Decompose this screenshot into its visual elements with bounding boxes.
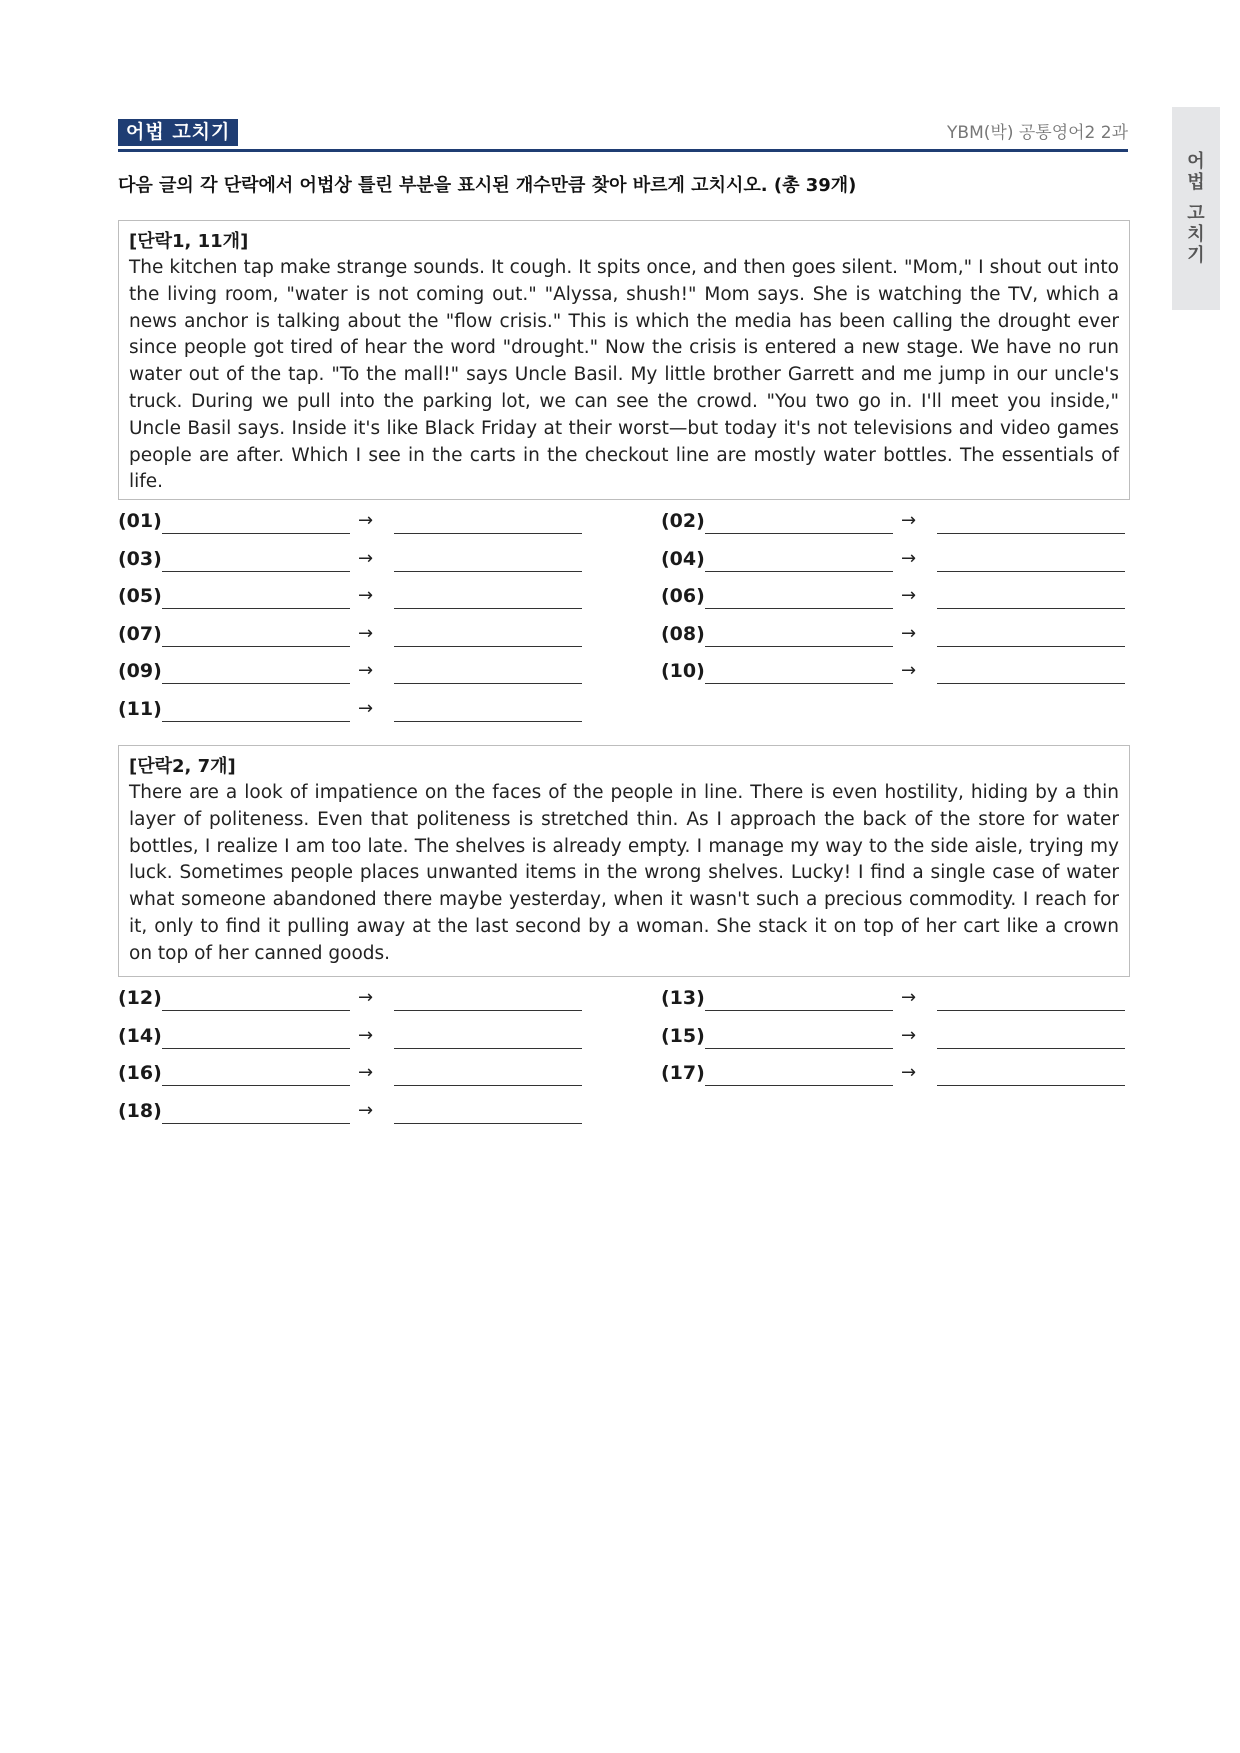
wrong-word-blank[interactable] bbox=[705, 683, 893, 684]
passage-text: There are a look of impatience on the faces of the people in line. There is even hostility, hiding by a thin layer of politeness. Even that politeness is stretched thin. As I approach the back of the store for water bottles, I realize I am too late. The shelves is already empty. I manage my way to the side aisle, trying my luck. Sometimes people places unwanted items in the wrong shelves. Lucky! I find a single case of water what someone abandoned there maybe yesterday, when it wasn't such a precious commodity. I reach for it, only to find it pulling away at the last second by a woman. She stack it on top of her cart like a crown on top of her canned goods. bbox=[129, 782, 1119, 964]
wrong-word-blank[interactable] bbox=[705, 533, 893, 534]
side-tab-char: 치 bbox=[1187, 224, 1205, 245]
arrow-icon: → bbox=[901, 987, 917, 1008]
passage-title: [단락2, 7개] bbox=[129, 756, 236, 777]
answer-number: (14) bbox=[118, 1024, 162, 1047]
wrong-word-blank[interactable] bbox=[705, 571, 893, 572]
answer-row bbox=[661, 582, 1131, 612]
answer-number: (07) bbox=[118, 622, 162, 645]
correction-blank[interactable] bbox=[394, 683, 582, 684]
wrong-word-blank[interactable] bbox=[162, 646, 350, 647]
answer-row bbox=[118, 1059, 588, 1089]
wrong-word-blank[interactable] bbox=[705, 608, 893, 609]
correction-blank[interactable] bbox=[394, 608, 582, 609]
wrong-word-blank[interactable] bbox=[162, 721, 350, 722]
arrow-icon: → bbox=[901, 510, 917, 531]
correction-blank[interactable] bbox=[394, 533, 582, 534]
wrong-word-blank[interactable] bbox=[705, 1010, 893, 1011]
answer-number: (15) bbox=[661, 1024, 705, 1047]
correction-blank[interactable] bbox=[394, 1010, 582, 1011]
side-tab-char: 고 bbox=[1187, 203, 1205, 224]
arrow-icon: → bbox=[358, 622, 374, 644]
arrow-icon: → bbox=[358, 510, 374, 531]
arrow-icon: → bbox=[901, 547, 917, 569]
answer-number: (01) bbox=[118, 510, 162, 532]
correction-blank[interactable] bbox=[937, 1048, 1125, 1049]
answer-number: (16) bbox=[118, 1062, 162, 1084]
arrow-icon: → bbox=[358, 547, 374, 569]
answer-number: (12) bbox=[118, 987, 162, 1009]
answer-number: (17) bbox=[661, 1062, 705, 1084]
instruction-text: 다음 글의 각 단락에서 어법상 틀린 부분을 표시된 개수만큼 찾아 바르게 고치시오. (총 39개) bbox=[118, 175, 857, 196]
arrow-icon: → bbox=[358, 585, 374, 606]
answer-row bbox=[118, 620, 588, 650]
arrow-icon: → bbox=[358, 660, 374, 681]
correction-blank[interactable] bbox=[937, 683, 1125, 684]
passage-2 bbox=[118, 745, 1130, 977]
wrong-word-blank[interactable] bbox=[162, 1123, 350, 1124]
wrong-word-blank[interactable] bbox=[162, 683, 350, 684]
arrow-icon: → bbox=[358, 1099, 374, 1121]
wrong-word-blank[interactable] bbox=[162, 1048, 350, 1049]
arrow-icon: → bbox=[358, 987, 374, 1008]
answer-row bbox=[118, 1097, 588, 1127]
answer-row bbox=[661, 1059, 1131, 1089]
answer-row bbox=[661, 507, 1131, 537]
answer-row bbox=[118, 582, 588, 612]
answer-number: (18) bbox=[118, 1099, 162, 1122]
arrow-icon: → bbox=[901, 660, 917, 681]
answer-number: (09) bbox=[118, 660, 162, 682]
arrow-icon: → bbox=[901, 585, 917, 606]
answer-row bbox=[661, 657, 1131, 687]
correction-blank[interactable] bbox=[937, 646, 1125, 647]
arrow-icon: → bbox=[358, 1024, 374, 1046]
side-tab-char: 어 bbox=[1187, 151, 1205, 172]
answer-row bbox=[661, 620, 1131, 650]
correction-blank[interactable] bbox=[937, 1010, 1125, 1011]
side-tab bbox=[1172, 107, 1220, 310]
answer-number: (05) bbox=[118, 585, 162, 607]
answer-row bbox=[118, 545, 588, 575]
side-tab-char: 법 bbox=[1187, 172, 1205, 193]
wrong-word-blank[interactable] bbox=[705, 1085, 893, 1086]
answer-number: (06) bbox=[661, 585, 705, 607]
answer-row bbox=[661, 1022, 1131, 1052]
answer-number: (04) bbox=[661, 547, 705, 570]
arrow-icon: → bbox=[901, 1024, 917, 1046]
passage-title: [단락1, 11개] bbox=[129, 231, 249, 252]
answer-number: (10) bbox=[661, 660, 705, 682]
arrow-icon: → bbox=[358, 1062, 374, 1083]
answer-row bbox=[118, 695, 588, 725]
section-badge: 어법 고치기 bbox=[118, 119, 238, 146]
answer-number: (02) bbox=[661, 510, 705, 532]
passage-text: The kitchen tap make strange sounds. It cough. It spits once, and then goes silent. "Mom," I shout out into the living room, "water is not coming out." "Alyssa, shush!" Mom says. She is watching the TV, which a news anchor is talking about the "flow crisis." This is which the media has been calling the drought ever since people got tired of hear the word "drought." Now the crisis is entered a new stage. We have no run water out of the tap. "To the mall!" says Uncle Basil. My little brother Garrett and me jump in our uncle's truck. During we pull into the parking lot, we can see the crowd. "You two go in. I'll meet you inside," Uncle Basil says. Inside it's like Black Friday at their worst—but today it's not televisions and video games people are after. Which I see in the carts in the checkout line are mostly water bottles. The essentials of life. bbox=[129, 257, 1119, 493]
wrong-word-blank[interactable] bbox=[705, 1048, 893, 1049]
answer-row bbox=[118, 1022, 588, 1052]
passage-1 bbox=[118, 220, 1130, 500]
correction-blank[interactable] bbox=[394, 571, 582, 572]
answer-number: (08) bbox=[661, 622, 705, 645]
correction-blank[interactable] bbox=[394, 1085, 582, 1086]
answer-row bbox=[661, 984, 1131, 1014]
answer-row bbox=[118, 657, 588, 687]
answer-number: (03) bbox=[118, 547, 162, 570]
correction-blank[interactable] bbox=[394, 721, 582, 722]
wrong-word-blank[interactable] bbox=[162, 608, 350, 609]
arrow-icon: → bbox=[901, 622, 917, 644]
answer-row bbox=[118, 984, 588, 1014]
correction-blank[interactable] bbox=[937, 608, 1125, 609]
correction-blank[interactable] bbox=[937, 1085, 1125, 1086]
textbook-label: YBM(박) 공통영어2 2과 bbox=[947, 123, 1128, 143]
answer-number: (11) bbox=[118, 697, 162, 720]
arrow-icon: → bbox=[358, 697, 374, 719]
correction-blank[interactable] bbox=[394, 1123, 582, 1124]
answer-number: (13) bbox=[661, 987, 705, 1009]
correction-blank[interactable] bbox=[937, 533, 1125, 534]
answer-row bbox=[118, 507, 588, 537]
wrong-word-blank[interactable] bbox=[162, 533, 350, 534]
wrong-word-blank[interactable] bbox=[162, 1085, 350, 1086]
correction-blank[interactable] bbox=[394, 646, 582, 647]
arrow-icon: → bbox=[901, 1062, 917, 1083]
correction-blank[interactable] bbox=[394, 1048, 582, 1049]
page-header bbox=[118, 119, 1128, 152]
wrong-word-blank[interactable] bbox=[705, 646, 893, 647]
wrong-word-blank[interactable] bbox=[162, 1010, 350, 1011]
correction-blank[interactable] bbox=[937, 571, 1125, 572]
wrong-word-blank[interactable] bbox=[162, 571, 350, 572]
side-tab-char: 기 bbox=[1187, 245, 1205, 266]
answer-row bbox=[661, 545, 1131, 575]
